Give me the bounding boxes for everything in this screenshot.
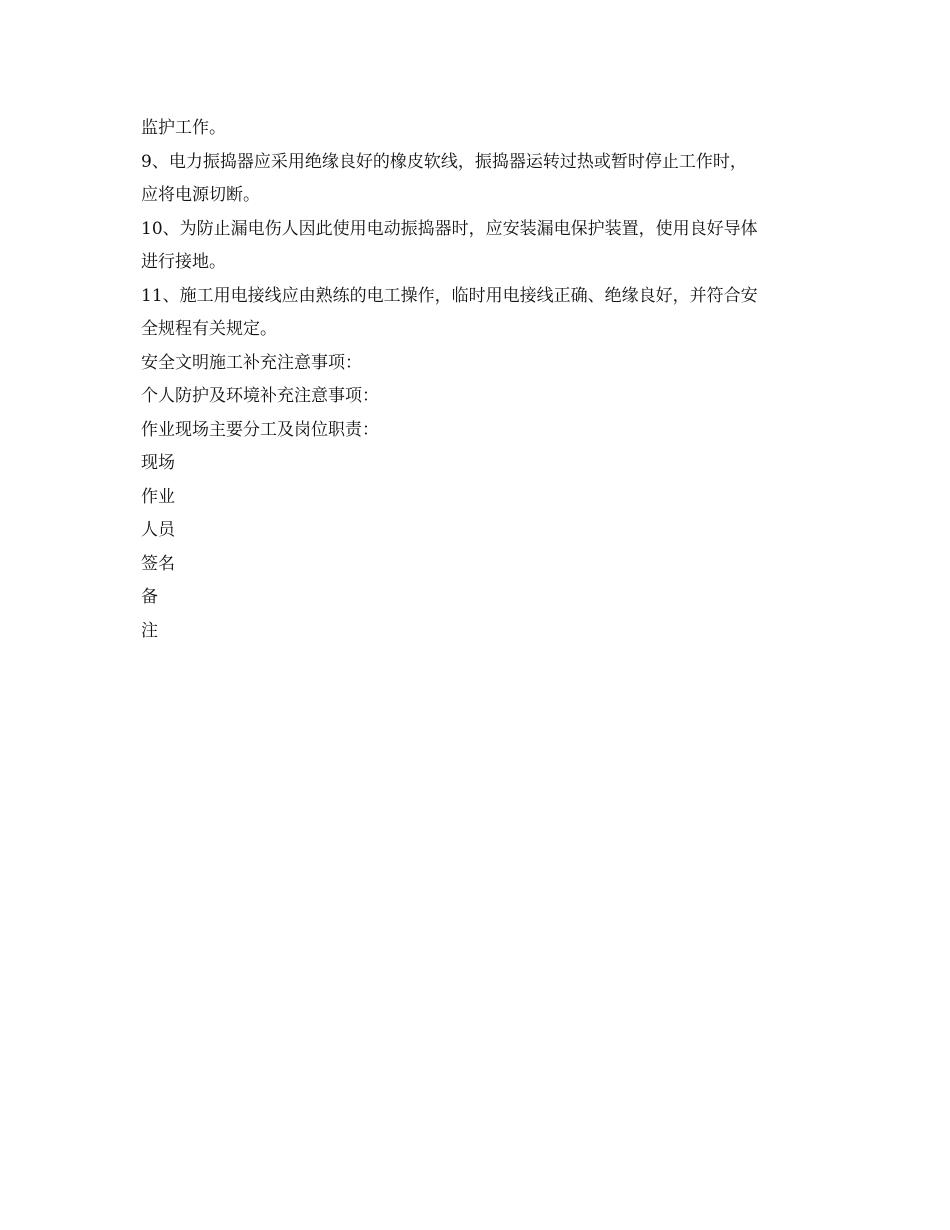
signature-label-part-4: 签名 <box>141 553 175 574</box>
document-body <box>141 112 821 648</box>
item-9-line-1: 9、电力振捣器应采用绝缘良好的橡皮软线，振捣器运转过热或暂时停止工作时， <box>141 151 747 172</box>
remarks-label-part-1: 备 <box>141 587 158 607</box>
item-11-line-2: 全规程有关规定。 <box>141 319 277 339</box>
item-9-line-2: 应将电源切断。 <box>141 185 260 205</box>
duties-heading: 作业现场主要分工及岗位职责： <box>141 419 379 440</box>
text-line-continuation: 监护工作。 <box>141 118 226 138</box>
item-10-line-2: 进行接地。 <box>141 252 226 272</box>
remarks-label-part-2: 注 <box>141 620 158 641</box>
signature-label-part-3: 人员 <box>141 520 175 540</box>
signature-label-part-2: 作业 <box>141 486 175 507</box>
signature-label-part-1: 现场 <box>141 453 175 473</box>
personal-protection-heading: 个人防护及环境补充注意事项： <box>141 386 379 406</box>
item-11-line-1: 11、施工用电接线应由熟练的电工操作，临时用电接线正确、绝缘良好，并符合安 <box>141 285 758 306</box>
item-10-line-1: 10、为防止漏电伤人因此使用电动振捣器时，应安装漏电保护装置，使用良好导体 <box>141 218 758 239</box>
safety-notes-heading: 安全文明施工补充注意事项： <box>141 352 362 373</box>
